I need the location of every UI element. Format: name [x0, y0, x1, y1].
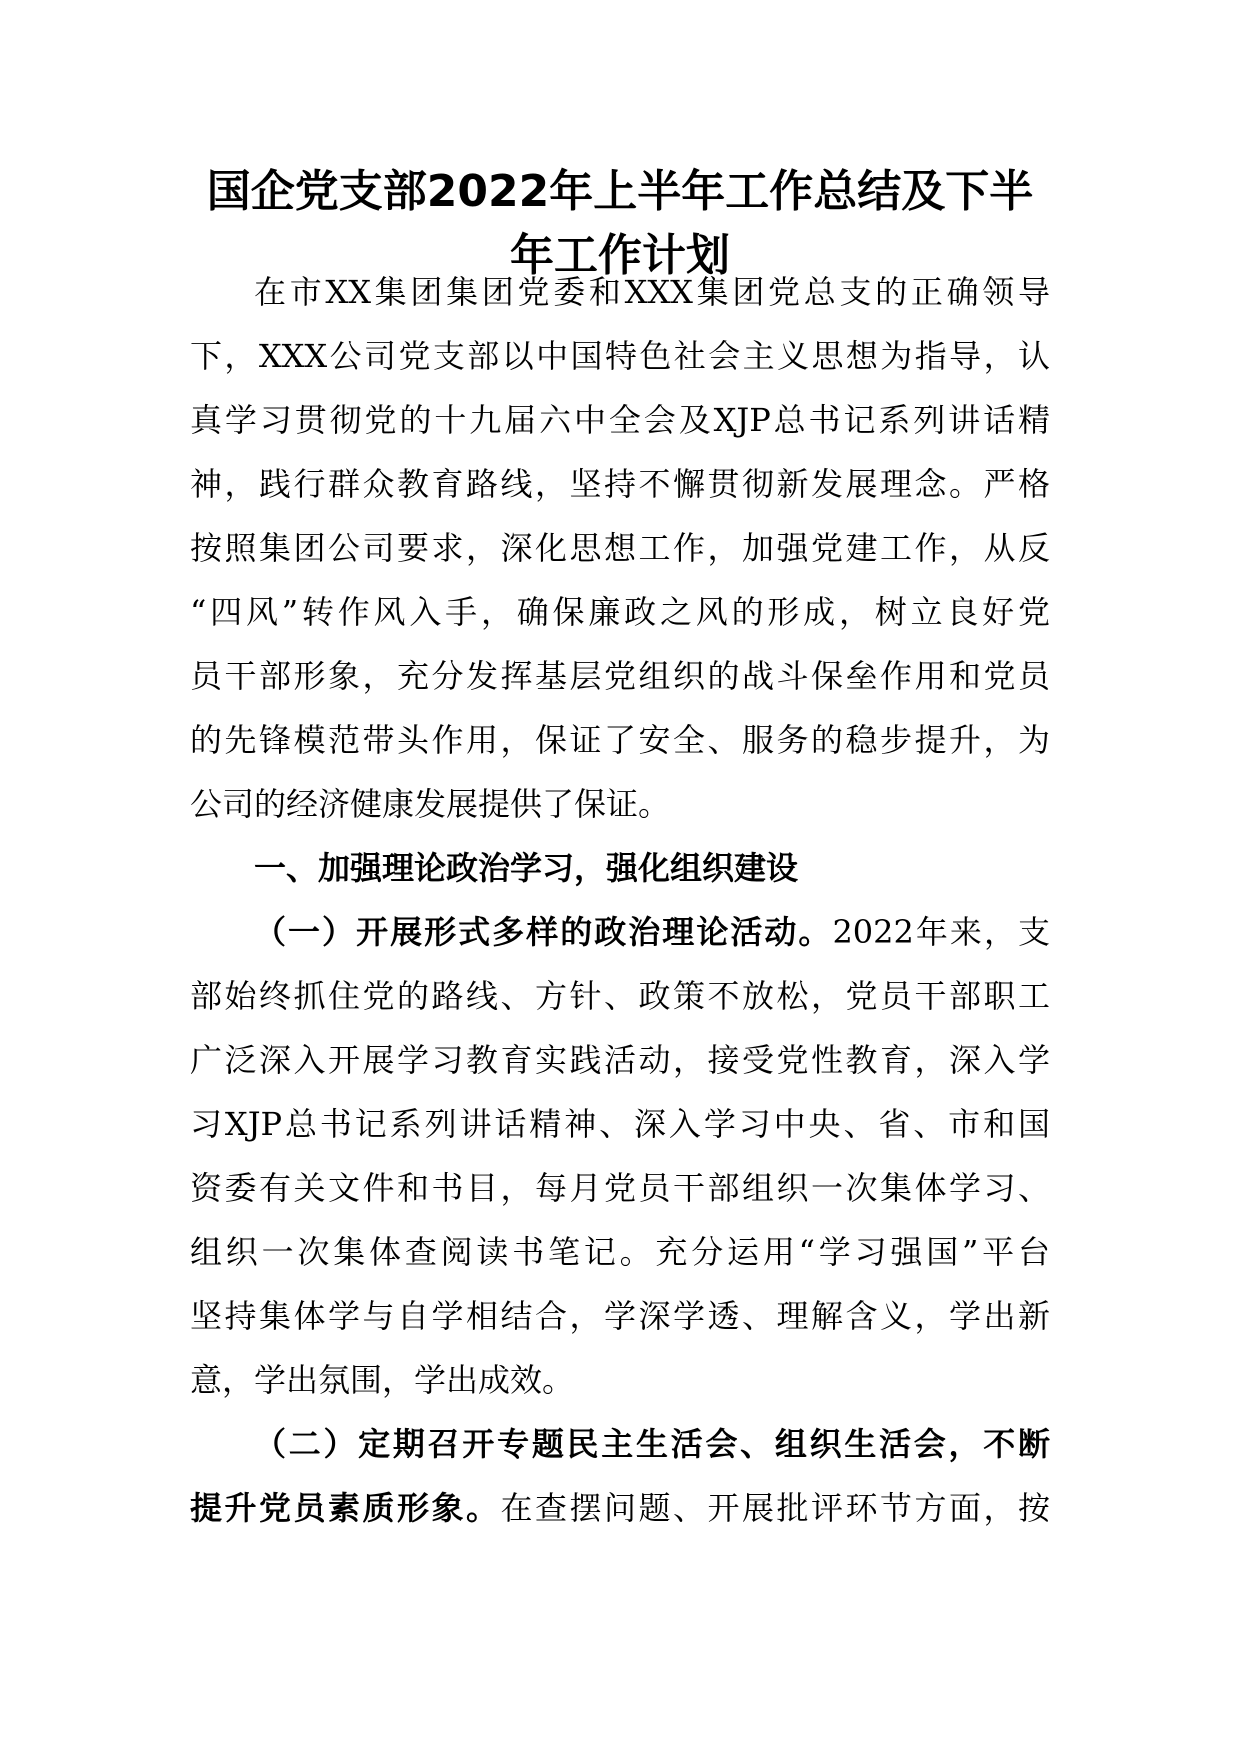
title-line-1: 国企党支部2022年上半年工作总结及下半	[206, 166, 1034, 217]
sub1-bold-lead: （一）开展形式多样的政治理论活动。	[254, 913, 833, 951]
sub1-line-1	[190, 900, 1050, 964]
intro-line-1: 在市XX集团集团党委和XXX集团党总支的正确领导	[254, 273, 1050, 311]
sub1-line-7: 坚持集体学与自学相结合，学深学透、理解含义，学出新	[190, 1297, 1050, 1335]
intro-line-7: 员干部形象，充分发挥基层党组织的战斗保垒作用和党员	[190, 657, 1050, 695]
intro-line-5: 按照集团公司要求，深化思想工作，加强党建工作，从反	[190, 529, 1050, 567]
title-line-2: 年工作计划	[510, 230, 730, 281]
intro-line-3: 真学习贯彻党的十九届六中全会及XJP总书记系列讲话精	[190, 401, 1050, 439]
intro-line-8: 的先锋模范带头作用，保证了安全、服务的稳步提升，为	[190, 721, 1050, 759]
intro-line-4: 神，践行群众教育路线，坚持不懈贯彻新发展理念。严格	[190, 465, 1050, 503]
section-1-heading: 一、加强理论政治学习，强化组织建设	[254, 849, 799, 887]
sub1-line-4: 习XJP总书记系列讲话精神、深入学习中央、省、市和国	[190, 1105, 1050, 1143]
intro-line-9: 公司的经济健康发展提供了保证。	[190, 785, 671, 823]
sub2-bold-lead-2: 提升党员素质形象。	[190, 1489, 501, 1527]
sub2-line-2	[190, 1476, 1050, 1540]
sub1-line-3: 广泛深入开展学习教育实践活动，接受党性教育，深入学	[190, 1041, 1050, 1079]
sub1-line-2: 部始终抓住党的路线、方针、政策不放松，党员干部职工	[190, 977, 1050, 1015]
sub1-line-5: 资委有关文件和书目，每月党员干部组织一次集体学习、	[190, 1169, 1050, 1207]
sub1-line-8: 意，学出氛围，学出成效。	[190, 1361, 575, 1399]
sub2-rest: 在查摆问题、开展批评环节方面，按	[500, 1489, 1050, 1527]
intro-line-6: “四风”转作风入手，确保廉政之风的形成，树立良好党	[190, 593, 1050, 631]
sub2-bold-lead-1: （二）定期召开专题民主生活会、组织生活会，不断	[254, 1425, 1050, 1463]
sub1-first-rest: 2022年来，支	[832, 913, 1050, 951]
sub1-line-6: 组织一次集体查阅读书笔记。充分运用“学习强国”平台	[190, 1233, 1050, 1271]
intro-line-2: 下，XXX公司党支部以中国特色社会主义思想为指导，认	[190, 337, 1050, 375]
sub2-line-1	[190, 1412, 1050, 1476]
